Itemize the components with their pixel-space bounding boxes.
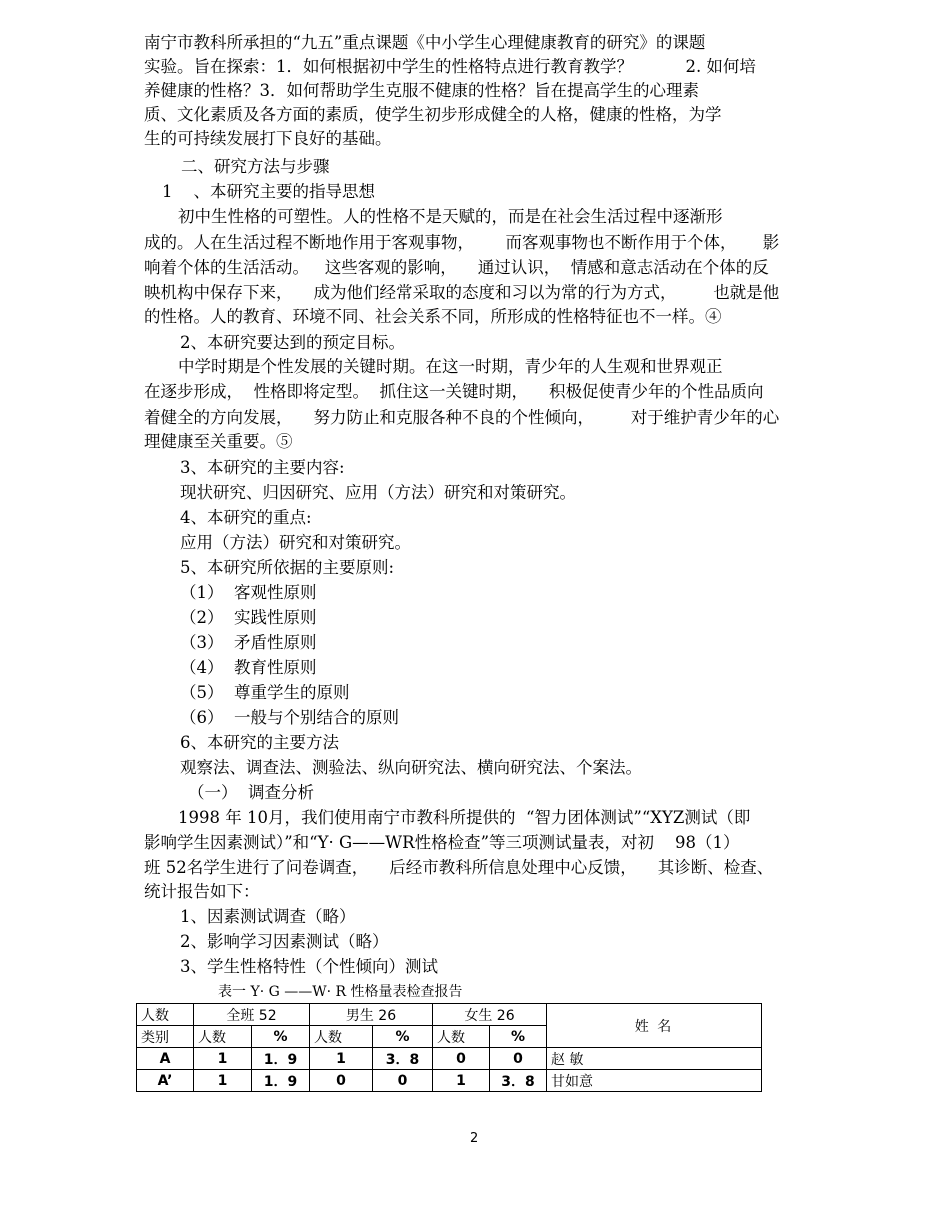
- intro-line-2: 实验。旨在探索：1．如何根据初中学生的性格特点进行教育教学？ 2. 如何培: [144, 57, 756, 76]
- table-row: [137, 1070, 762, 1092]
- s5-heading: 5、本研究所依据的主要原则:: [180, 558, 395, 577]
- count-header: 人数: [194, 1026, 252, 1048]
- s1-line-4: 映机构中保存下来， 成为他们经常采取的态度和习以为常的行为方式， 也就是他: [144, 283, 780, 302]
- intro-line-4: 质、文化素质及各方面的素质，使学生初步形成健全的人格，健康的性格，为学: [144, 105, 722, 124]
- count-header: 人数: [310, 1026, 373, 1048]
- table-row: [137, 1048, 762, 1070]
- survey-line-4: 统计报告如下：: [144, 882, 260, 901]
- principle-item: （6） 一般与个别结合的原则: [180, 708, 399, 727]
- pct-header: %: [490, 1026, 547, 1048]
- female-count-cell: 1: [433, 1070, 490, 1092]
- s1-line-1: 初中生性格的可塑性。人的性格不是天赋的，而是在社会生活过程中逐渐形: [178, 207, 723, 226]
- principle-item: （5） 尊重学生的原则: [180, 683, 350, 702]
- survey-line-2: 影响学生因素测试）”和“Y· G——WR性格检查”等三项测试量表，对初 98（1）: [144, 833, 740, 852]
- type-cell: A: [137, 1048, 194, 1070]
- male-count-cell: 1: [310, 1048, 373, 1070]
- principle-item: （1） 客观性原则: [180, 583, 317, 602]
- table-header-row: [137, 1004, 762, 1026]
- s2-heading: 2、本研究要达到的预定目标。: [180, 333, 405, 352]
- s2-line-4: 理健康至关重要。⑤: [144, 432, 293, 451]
- student-name-cell: 赵 敏: [547, 1048, 762, 1070]
- section2-heading: 二、研究方法与步骤: [181, 157, 330, 176]
- s2-line-3: 着健全的方向发展， 努力防止和克服各种不良的个性倾向， 对于维护青少年的心: [144, 408, 780, 427]
- s4-body: 应用（方法）研究和对策研究。: [180, 533, 411, 552]
- survey-heading: （一） 调查分析: [188, 783, 314, 802]
- all-class-header: 全班 52: [194, 1004, 310, 1026]
- female-count-cell: 0: [433, 1048, 490, 1070]
- survey-item: 2、影响学习因素测试（略）: [180, 932, 389, 951]
- pct-header: %: [252, 1026, 310, 1048]
- female-pct-cell: 0: [490, 1048, 547, 1070]
- intro-line-3: 养健康的性格？3．如何帮助学生克服不健康的性格？旨在提高学生的心理素: [144, 81, 699, 100]
- name-header: 姓 名: [547, 1004, 762, 1048]
- s4-heading: 4、本研究的重点:: [180, 508, 312, 527]
- page-number: 2: [470, 1131, 479, 1146]
- count-header: 人数: [433, 1026, 490, 1048]
- s3-heading: 3、本研究的主要内容:: [180, 458, 345, 477]
- s6-body: 观察法、调查法、测验法、纵向研究法、横向研究法、个案法。: [180, 758, 642, 777]
- principle-item: （3） 矛盾性原则: [180, 633, 317, 652]
- male-header: 男生 26: [310, 1004, 433, 1026]
- s2-line-2: 在逐步形成， 性格即将定型。 抓住这一关键时期， 积极促使青少年的个性品质向: [144, 382, 764, 401]
- corner-bottom-cell: 类别: [137, 1026, 194, 1048]
- s1-heading: 1 、本研究主要的指导思想: [162, 182, 375, 201]
- all-pct-cell: 1．9: [252, 1048, 310, 1070]
- female-header: 女生 26: [433, 1004, 547, 1026]
- s1-line-3: 响着个体的生活活动。 这些客观的影响， 通过认识， 情感和意志活动在个体的反: [144, 258, 769, 277]
- student-name-cell: 甘如意: [547, 1070, 762, 1092]
- male-count-cell: 0: [310, 1070, 373, 1092]
- survey-line-3: 班 52名学生进行了问卷调查， 后经市教科所信息处理中心反馈， 其诊断、检查、: [144, 858, 774, 877]
- female-pct-cell: 3．8: [490, 1070, 547, 1092]
- type-cell: A’: [137, 1070, 194, 1092]
- s1-line-2: 成的。人在生活过程不断地作用于客观事物， 而客观事物也不断作用于个体， 影: [144, 233, 780, 252]
- all-count-cell: 1: [194, 1070, 252, 1092]
- corner-top-cell: 人数: [137, 1004, 194, 1026]
- principle-item: （4） 教育性原则: [180, 658, 317, 677]
- survey-item: 1、因素测试调查（略）: [180, 907, 356, 926]
- s2-line-1: 中学时期是个性发展的关键时期。在这一时期，青少年的人生观和世界观正: [178, 357, 723, 376]
- intro-line-1: 南宁市教科所承担的“九五”重点课题《中小学生心理健康教育的研究》的课题: [144, 33, 706, 52]
- all-count-cell: 1: [194, 1048, 252, 1070]
- survey-line-1: 1998 年 10月，我们使用南宁市教科所提供的 “智力团体测试”“XYZ测试（即: [178, 808, 751, 827]
- personality-report-table: [136, 1003, 762, 1092]
- survey-item: 3、学生性格特性（个性倾向）测试: [180, 957, 438, 976]
- male-pct-cell: 3．8: [373, 1048, 433, 1070]
- pct-header: %: [373, 1026, 433, 1048]
- s6-heading: 6、本研究的主要方法: [180, 733, 339, 752]
- all-pct-cell: 1．9: [252, 1070, 310, 1092]
- table-caption: 表一 Y· G ——W· R 性格量表检查报告: [218, 984, 463, 1000]
- s1-line-5: 的性格。人的教育、环境不同、社会关系不同，所形成的性格特征也不一样。④: [144, 307, 722, 326]
- intro-line-5: 生的可持续发展打下良好的基础。: [144, 129, 392, 148]
- principle-item: （2） 实践性原则: [180, 608, 317, 627]
- male-pct-cell: 0: [373, 1070, 433, 1092]
- s3-body: 现状研究、归因研究、应用（方法）研究和对策研究。: [180, 483, 576, 502]
